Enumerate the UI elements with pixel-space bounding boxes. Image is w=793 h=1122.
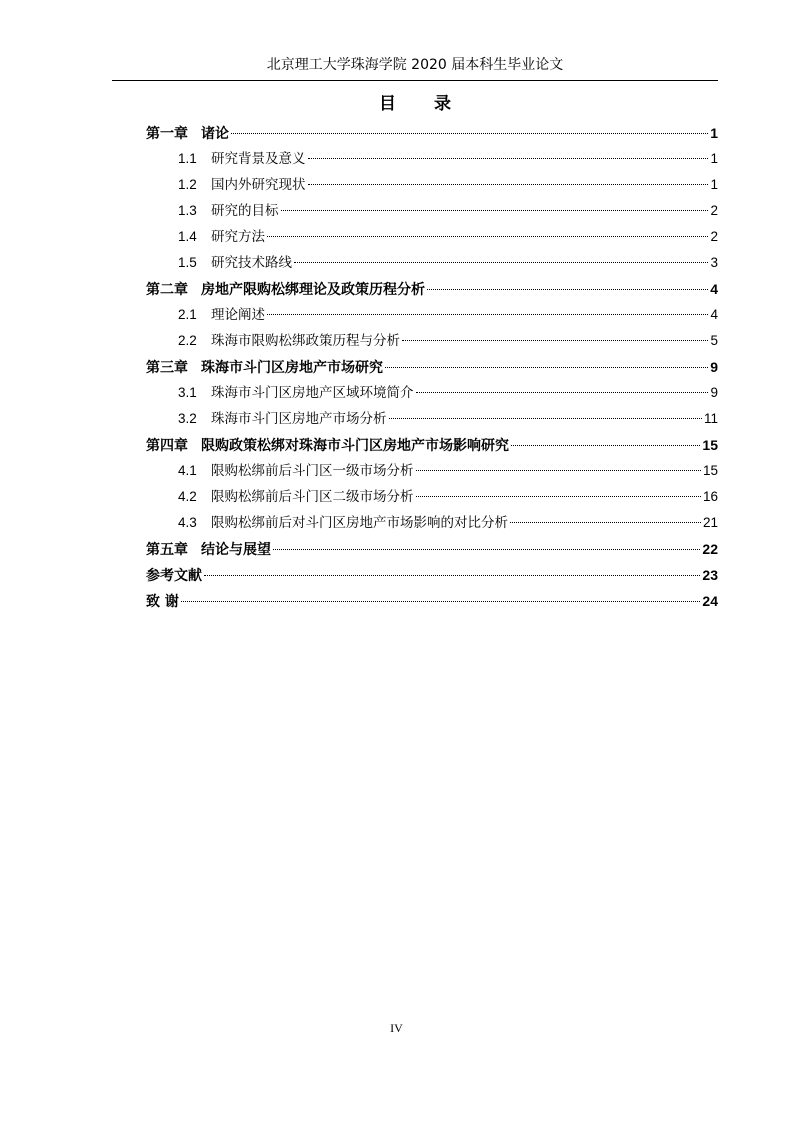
toc-entry-number: 第五章 (146, 541, 188, 557)
page-header (112, 52, 718, 81)
toc-entry-number: 第一章 (146, 125, 188, 141)
toc-entry-label: 珠海市斗门区房地产区域环境简介 (211, 385, 414, 401)
toc-entry-number: 1.1 (178, 151, 197, 166)
toc-entry-number: 2.1 (178, 307, 197, 322)
toc-entry-page: 11 (703, 411, 718, 426)
table-of-contents (146, 120, 718, 614)
toc-entry-label: 结论与展望 (201, 542, 271, 558)
toc-entry-number: 4.1 (178, 463, 197, 478)
toc-dot-leader (416, 470, 701, 471)
toc-entry-page: 15 (702, 437, 718, 453)
header-title: 北京理工大学珠海学院 2020 届本科生毕业论文 (266, 57, 564, 73)
toc-section-entry[interactable] (146, 224, 718, 250)
toc-section-entry[interactable] (146, 458, 718, 484)
toc-entry-number: 1.2 (178, 177, 197, 192)
toc-dot-leader (231, 133, 708, 134)
page-number: IV (390, 1021, 403, 1035)
toc-entry-label: 限购松绑前后对斗门区房地产市场影响的对比分析 (211, 515, 508, 531)
toc-dot-leader (267, 314, 708, 315)
toc-section-entry[interactable] (146, 510, 718, 536)
toc-section-entry[interactable] (146, 146, 718, 172)
toc-entry-page: 23 (702, 567, 718, 583)
toc-dot-leader (308, 158, 709, 159)
toc-dot-leader (204, 575, 700, 576)
toc-entry-page: 4 (710, 307, 718, 322)
toc-entry-number: 3.2 (178, 411, 197, 426)
toc-entry-label: 诸论 (201, 126, 229, 142)
toc-entry-page: 3 (710, 255, 718, 270)
toc-entry-label: 珠海市斗门区房地产市场分析 (211, 411, 387, 427)
toc-dot-leader (267, 236, 708, 237)
toc-dot-leader (416, 496, 701, 497)
toc-entry-number: 4.2 (178, 489, 197, 504)
toc-entry-label: 限购松绑前后斗门区二级市场分析 (211, 489, 414, 505)
toc-chapter-entry[interactable] (146, 432, 718, 458)
toc-section-entry[interactable] (146, 406, 718, 432)
toc-entry-number: 第四章 (146, 437, 188, 453)
toc-entry-label: 珠海市斗门区房地产市场研究 (201, 360, 383, 376)
toc-section-entry[interactable] (146, 198, 718, 224)
toc-section-entry[interactable] (146, 302, 718, 328)
toc-entry-number: 第二章 (146, 281, 188, 297)
toc-section-entry[interactable] (146, 328, 718, 354)
toc-entry-page: 1 (710, 177, 718, 192)
toc-entry-label: 房地产限购松绑理论及政策历程分析 (201, 282, 425, 298)
toc-entry-page: 16 (702, 489, 718, 504)
toc-entry-page: 1 (710, 151, 718, 166)
toc-dot-leader (308, 184, 709, 185)
toc-entry-label: 研究的目标 (211, 203, 279, 219)
toc-chapter-entry[interactable] (146, 354, 718, 380)
toc-entry-number: 3.1 (178, 385, 197, 400)
toc-entry-label: 致 谢 (146, 594, 179, 610)
toc-dot-leader (416, 392, 709, 393)
toc-entry-page: 22 (702, 541, 718, 557)
toc-entry-label: 研究方法 (211, 229, 265, 245)
toc-title: 目 录 (379, 94, 467, 114)
toc-entry-number: 2.2 (178, 333, 197, 348)
toc-entry-number: 1.3 (178, 203, 197, 218)
toc-entry-page: 21 (702, 515, 718, 530)
toc-dot-leader (511, 445, 700, 446)
toc-entry-label: 研究技术路线 (211, 255, 292, 271)
toc-section-entry[interactable] (146, 380, 718, 406)
toc-chapter-entry[interactable] (146, 536, 718, 562)
toc-chapter-entry[interactable] (146, 562, 718, 588)
toc-entry-page: 2 (710, 203, 718, 218)
toc-dot-leader (273, 549, 700, 550)
toc-entry-page: 9 (710, 385, 718, 400)
toc-entry-label: 研究背景及意义 (211, 151, 306, 167)
toc-dot-leader (385, 367, 708, 368)
toc-dot-leader (294, 262, 708, 263)
toc-entry-number: 1.4 (178, 229, 197, 244)
toc-entry-page: 5 (710, 333, 718, 348)
toc-dot-leader (181, 601, 701, 602)
toc-entry-page: 1 (710, 125, 718, 141)
toc-dot-leader (402, 340, 708, 341)
toc-section-entry[interactable] (146, 250, 718, 276)
toc-dot-leader (389, 418, 702, 419)
toc-entry-label: 国内外研究现状 (211, 177, 306, 193)
toc-entry-page: 24 (702, 593, 718, 609)
toc-section-entry[interactable] (146, 172, 718, 198)
toc-dot-leader (281, 210, 709, 211)
toc-entry-page: 15 (702, 463, 718, 478)
toc-entry-page: 2 (710, 229, 718, 244)
toc-chapter-entry[interactable] (146, 276, 718, 302)
toc-chapter-entry[interactable] (146, 588, 718, 614)
toc-entry-page: 4 (710, 281, 718, 297)
toc-entry-label: 理论阐述 (211, 307, 265, 323)
toc-entry-label: 限购松绑前后斗门区一级市场分析 (211, 463, 414, 479)
toc-dot-leader (427, 289, 708, 290)
toc-entry-number: 4.3 (178, 515, 197, 530)
toc-entry-label: 参考文献 (146, 568, 202, 584)
toc-section-entry[interactable] (146, 484, 718, 510)
toc-dot-leader (510, 522, 701, 523)
toc-chapter-entry[interactable] (146, 120, 718, 146)
toc-entry-page: 9 (710, 359, 718, 375)
toc-entry-label: 珠海市限购松绑政策历程与分析 (211, 333, 400, 349)
toc-entry-label: 限购政策松绑对珠海市斗门区房地产市场影响研究 (201, 438, 509, 454)
toc-entry-number: 1.5 (178, 255, 197, 270)
toc-entry-number: 第三章 (146, 359, 188, 375)
